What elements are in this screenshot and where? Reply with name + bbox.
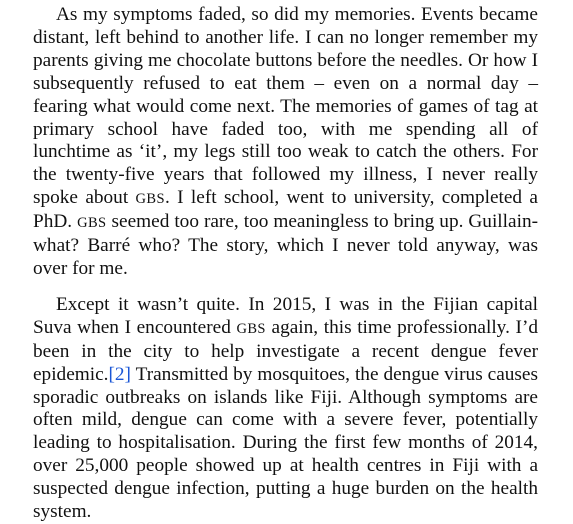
abbreviation-gbs: GBS: [77, 215, 107, 232]
paragraph: [33, 4, 538, 281]
footnote-link[interactable]: [2]: [108, 363, 131, 385]
abbreviation-gbs: GBS: [236, 320, 266, 337]
text-segment: Except it wasn’t quite. In 2015, I was in the Fijian capital Suva when I encountered: [33, 293, 538, 338]
text-segment: again, this time professionally. I’d been in the city to help investigate a recent dengue fever epidemic.: [33, 316, 539, 385]
abbreviation-gbs: GBS: [135, 191, 165, 208]
paragraph: [33, 294, 538, 524]
text-segment: As my symptoms faded, so did my memories. Events became distant, left behind to another life. I can no longer remember my parents giving me chocolate buttons before the needles. Or how I subsequently refused to eat them – even on a normal day – fearing what would come next. The memories of games of tag at primary school have faded too, with me spending all of lunchtime as ‘it’, my legs still too weak to catch the others. For the twenty-five years that followed my illness, I never really spoke about: [33, 4, 538, 209]
text-segment: . I left school, went to university, completed a PhD.: [33, 187, 538, 233]
text-segment: Transmitted by mosquitoes, the dengue virus causes sporadic outbreaks on islands like Fiji. Although symptoms are often mild, dengue can come with a severe fever, potentially leading to hospitalisation. During the first few months of 2014, over 25,000 people showed up at health centres in Fiji with a suspected dengue infection, putting a huge burden on the health system.: [33, 363, 538, 523]
text-segment: seemed too rare, too meaningless to bring up. Guillain-what? Barré who? The story, which I never told anyway, was over for me.: [33, 211, 538, 279]
